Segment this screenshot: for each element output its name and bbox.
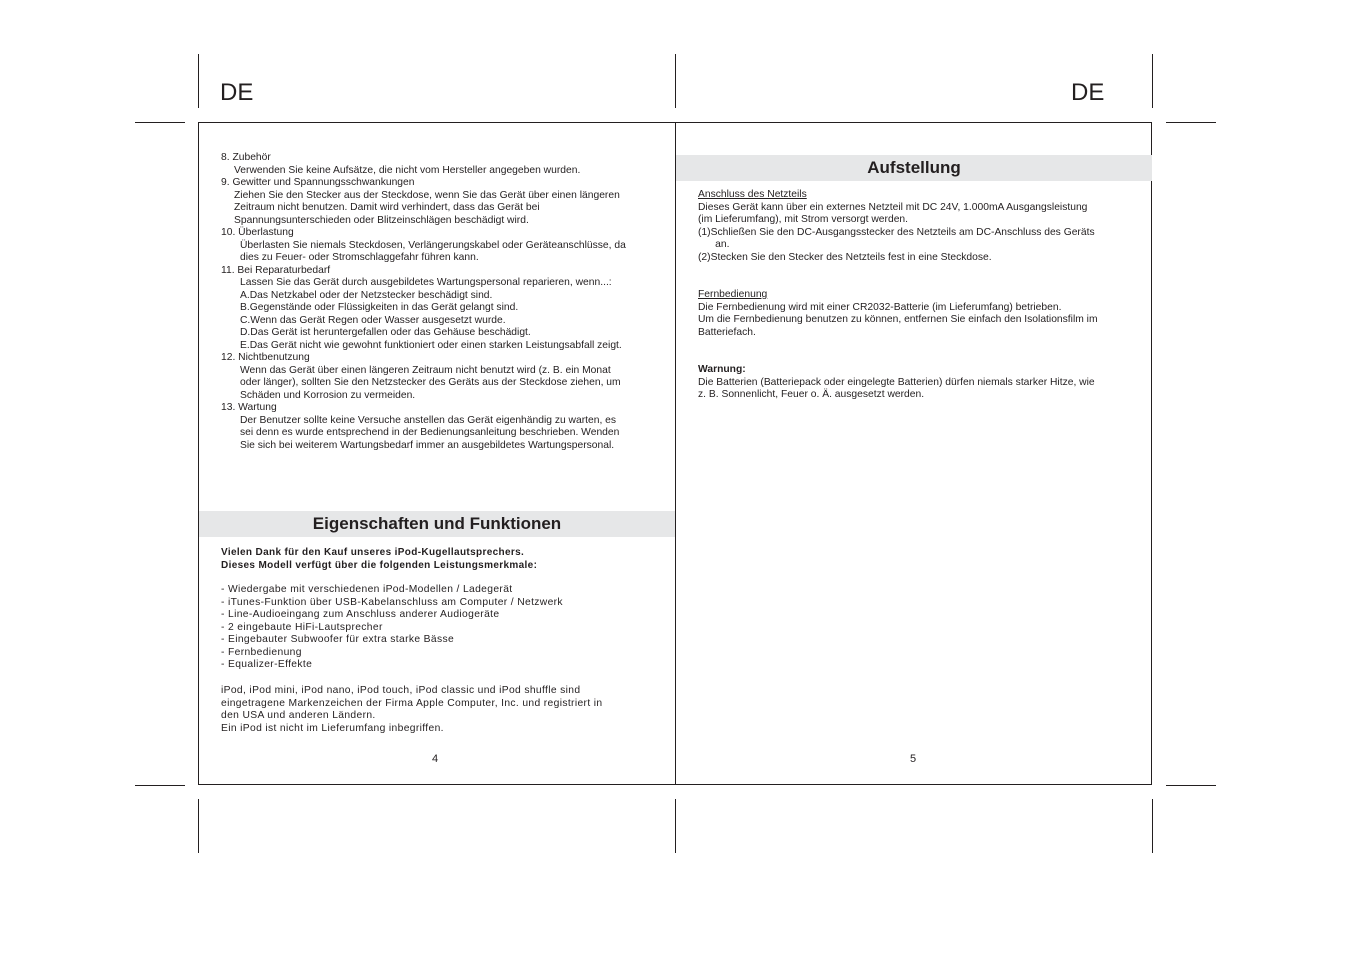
list-item: - Fernbedienung	[221, 646, 302, 658]
intro-line: Dieses Modell verfügt über die folgenden Leistungsmerkmale:	[221, 559, 538, 571]
text-line: (1)Schließen Sie den DC-Ausgangsstecker des Netzteils am DC-Anschluss des Geräts	[698, 226, 1095, 238]
list-item: - Equalizer-Effekte	[221, 659, 313, 670]
text-line: Ein iPod ist nicht im Lieferumfang inbegriffen.	[221, 722, 444, 734]
page-number-left: 4	[432, 753, 439, 765]
intro-line: Vielen Dank für den Kauf unseres iPod-Kugellautsprechers.	[221, 547, 525, 558]
text-line: iPod, iPod mini, iPod nano, iPod touch, iPod classic und iPod shuffle sind	[221, 685, 581, 696]
list-item-text: Ziehen Sie den Stecker aus der Steckdose, wenn Sie das Gerät über einen längeren	[234, 189, 620, 201]
remote-section-title: Fernbedienung	[698, 289, 768, 300]
crop-mark	[1152, 799, 1153, 853]
trademark-notice	[221, 685, 602, 735]
crop-mark	[135, 785, 185, 786]
list-item-text: oder länger), sollten Sie den Netzstecker des Geräts aus der Steckdose ziehen, um	[240, 377, 621, 388]
list-item: - Line-Audioeingang zum Anschluss anderer Audiogeräte	[221, 609, 500, 620]
section-heading-setup: Aufstellung	[676, 155, 1152, 181]
text-line: Die Fernbedienung wird mit einer CR2032-Batterie (im Lieferumfang) betrieben.	[698, 301, 1062, 313]
list-item-text: Lassen Sie das Gerät durch ausgebildetes Wartungspersonal reparieren, wenn...:	[240, 277, 612, 288]
list-item-heading: 12. Nichtbenutzung	[221, 352, 310, 363]
list-item: - 2 eingebaute HiFi-Lautsprecher	[221, 621, 383, 633]
warning-section	[698, 364, 1095, 402]
page-divider	[675, 122, 676, 785]
crop-mark	[1166, 785, 1216, 786]
crop-mark	[675, 799, 676, 853]
list-item-text: Spannungsunterschieden oder Blitzeinschlägen beschädigt wird.	[234, 214, 529, 226]
list-item-text: sei denn es wurde entsprechend in der Bedienungsanleitung beschrieben. Wenden	[240, 427, 620, 438]
text-line: Um die Fernbedienung benutzen zu können, entfernen Sie einfach den Isolationsfilm im	[698, 314, 1098, 325]
crop-mark	[135, 122, 185, 123]
warning-title: Warnung:	[698, 364, 746, 375]
list-item-text: Wenn das Gerät über einen längeren Zeitraum nicht benutzt wird (z. B. ein Monat	[240, 364, 611, 376]
text-line: Batteriefach.	[698, 326, 756, 338]
list-item-text: Überlasten Sie niemals Steckdosen, Verlängerungskabel oder Geräteanschlüsse, da	[240, 239, 626, 251]
text-line: Dieses Gerät kann über ein externes Netzteil mit DC 24V, 1.000mA Ausgangsleistung	[698, 201, 1088, 213]
features-list	[221, 584, 563, 672]
text-line: an.	[698, 239, 730, 250]
list-item-text: Verwenden Sie keine Aufsätze, die nicht vom Hersteller angegeben wurden.	[234, 164, 581, 176]
language-label-left: DE	[220, 79, 254, 106]
safety-instructions-list	[221, 152, 626, 452]
list-item-heading: 11. Bei Reparaturbedarf	[221, 264, 331, 276]
page-number-right: 5	[910, 753, 917, 765]
crop-mark	[198, 54, 199, 108]
list-item-text: Der Benutzer sollte keine Versuche anstellen das Gerät eigenhändig zu warten, es	[240, 414, 617, 426]
list-item-heading: 13. Wartung	[221, 402, 277, 413]
text-line: z. B. Sonnenlicht, Feuer o. Ä. ausgesetzt werden.	[698, 389, 925, 400]
list-item: - Wiedergabe mit verschiedenen iPod-Modellen / Ladegerät	[221, 584, 513, 595]
list-item-heading: 8. Zubehör	[221, 152, 271, 163]
list-item: - Eingebauter Subwoofer für extra starke Bässe	[221, 634, 455, 645]
crop-mark	[198, 799, 199, 853]
text-line: eingetragene Markenzeichen der Firma Apple Computer, Inc. und registriert in	[221, 697, 603, 709]
features-intro	[221, 547, 537, 572]
section-heading-features: Eigenschaften und Funktionen	[199, 511, 675, 537]
list-item-heading: 9. Gewitter und Spannungsschwankungen	[221, 177, 415, 188]
power-section	[698, 189, 1095, 264]
list-item-text: Schäden und Korrosion zu vermeiden.	[240, 389, 416, 401]
language-label-right: DE	[1071, 79, 1105, 106]
text-line: (im Lieferumfang), mit Strom versorgt werden.	[698, 214, 909, 225]
crop-mark	[1166, 122, 1216, 123]
list-item-text: B.Gegenstände oder Flüssigkeiten in das Gerät gelangt sind.	[240, 302, 519, 313]
list-item-text: E.Das Gerät nicht wie gewohnt funktioniert oder einen starken Leistungsabfall zeigt.	[240, 339, 622, 351]
power-section-title: Anschluss des Netzteils	[698, 189, 807, 200]
text-line: den USA und anderen Ländern.	[221, 710, 376, 721]
crop-mark	[675, 54, 676, 108]
text-line: Die Batterien (Batteriepack oder eingelegte Batterien) dürfen niemals starker Hitze, wie	[698, 376, 1095, 388]
list-item-text: D.Das Gerät ist heruntergefallen oder das Gehäuse beschädigt.	[240, 327, 531, 338]
list-item-text: A.Das Netzkabel oder der Netzstecker beschädigt sind.	[240, 289, 493, 301]
list-item: - iTunes-Funktion über USB-Kabelanschluss am Computer / Netzwerk	[221, 596, 563, 608]
list-item-text: Zeitraum nicht benutzen. Damit wird verhindert, dass das Gerät bei	[234, 202, 540, 213]
list-item-heading: 10. Überlastung	[221, 227, 294, 238]
list-item-text: dies zu Feuer- oder Stromschlaggefahr führen kann.	[240, 252, 479, 263]
list-item-text: Sie sich bei weiterem Wartungsbedarf immer an ausgebildetes Wartungspersonal.	[240, 439, 615, 451]
remote-section	[698, 289, 1098, 339]
crop-mark	[1152, 54, 1153, 108]
list-item-text: C.Wenn das Gerät Regen oder Wasser ausgesetzt wurde.	[240, 314, 506, 326]
text-line: (2)Stecken Sie den Stecker des Netzteils fest in eine Steckdose.	[698, 251, 992, 263]
